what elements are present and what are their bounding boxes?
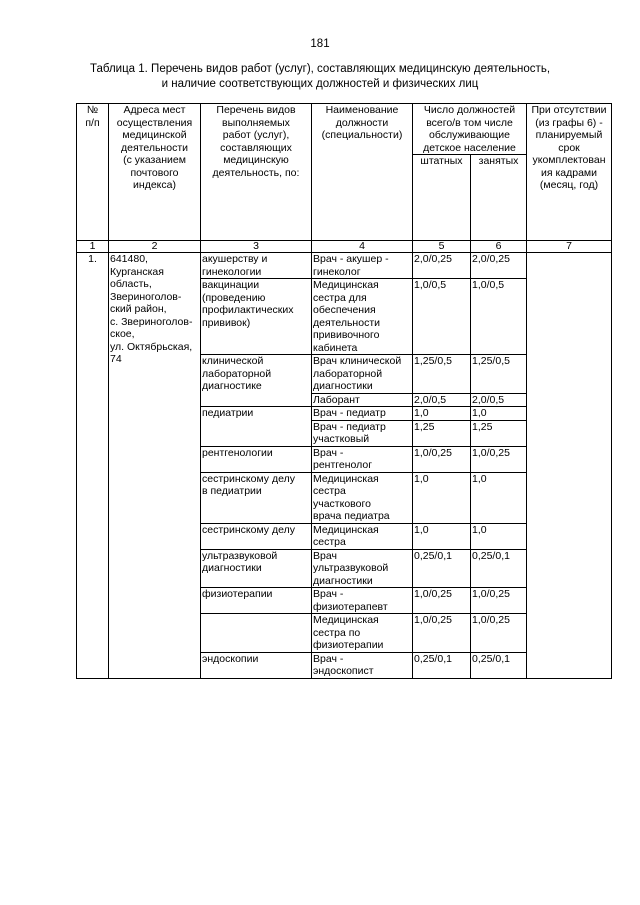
occupied-cell: 2,0/0,5 (471, 393, 527, 407)
work-cell: ультразвуковой диагностики (201, 549, 312, 588)
header-position: Наименование должности (специальности) (312, 104, 413, 241)
occupied-cell: 1,25/0,5 (471, 355, 527, 394)
position-cell: Врач - рентгенолог (312, 446, 413, 472)
header-staff: штатных (413, 155, 471, 241)
planned-date-cell (527, 253, 612, 679)
position-cell: Лаборант (312, 393, 413, 407)
header-address: Адреса мест осуществления медицинской деятельности (с указанием почтового индекса) (109, 104, 201, 241)
work-cell: сестринскому делу (201, 523, 312, 549)
position-cell: Врач - акушер - гинеколог (312, 253, 413, 279)
position-cell: Врач - педиатр участковый (312, 420, 413, 446)
position-cell: Медицинская сестра (312, 523, 413, 549)
table-row (77, 253, 612, 279)
page-number: 181 (310, 38, 330, 50)
work-cell: клинической лабораторной диагностике (201, 355, 312, 407)
occupied-cell: 2,0/0,25 (471, 253, 527, 279)
header-planned-date: При отсутствии (из графы 6) - планируемый срок укомплектован ия кадрами (месяц, год) (527, 104, 612, 241)
work-types-table (76, 103, 612, 679)
staff-cell: 0,25/0,1 (413, 652, 471, 678)
staff-cell: 1,0/0,25 (413, 446, 471, 472)
column-number: 3 (201, 241, 312, 253)
position-cell: Врач - педиатр (312, 407, 413, 421)
staff-cell: 1,25 (413, 420, 471, 446)
occupied-cell: 1,0/0,5 (471, 279, 527, 355)
column-number: 6 (471, 241, 527, 253)
column-number: 5 (413, 241, 471, 253)
column-numbers-row (77, 241, 612, 253)
position-cell: Медицинская сестра участкового врача педиатра (312, 472, 413, 523)
occupied-cell: 1,0 (471, 472, 527, 523)
position-cell: Медицинская сестра для обеспечения деятельности прививочного кабинета (312, 279, 413, 355)
occupied-cell: 1,0 (471, 407, 527, 421)
work-cell: физиотерапии (201, 588, 312, 614)
staff-cell: 1,0 (413, 407, 471, 421)
work-cell: сестринскому делу в педиатрии (201, 472, 312, 523)
position-cell: Врач клинической лабораторной диагностики (312, 355, 413, 394)
work-cell: вакцинации (проведению профилактических прививок) (201, 279, 312, 355)
work-cell: педиатрии (201, 407, 312, 447)
column-number: 4 (312, 241, 413, 253)
position-cell: Медицинская сестра по физиотерапии (312, 614, 413, 653)
column-number: 1 (77, 241, 109, 253)
column-number: 2 (109, 241, 201, 253)
position-cell: Врач ультразвуковой диагностики (312, 549, 413, 588)
work-cell: рентгенологии (201, 446, 312, 472)
staff-cell: 1,0/0,25 (413, 588, 471, 614)
occupied-cell: 1,0/0,25 (471, 446, 527, 472)
title-line-2: и наличие соответствующих должностей и физических лиц (161, 78, 479, 90)
staff-cell: 1,0/0,5 (413, 279, 471, 355)
staff-cell: 1,0 (413, 523, 471, 549)
work-cell: эндоскопии (201, 652, 312, 678)
staff-cell: 1,0/0,25 (413, 614, 471, 653)
work-cell (201, 614, 312, 653)
occupied-cell: 0,25/0,1 (471, 652, 527, 678)
occupied-cell: 1,0/0,25 (471, 588, 527, 614)
header-occupied: занятых (471, 155, 527, 241)
table-title (40, 62, 600, 92)
occupied-cell: 1,25 (471, 420, 527, 446)
row-number: 1. (77, 253, 109, 679)
work-cell: акушерству и гинекологии (201, 253, 312, 279)
address-cell: 641480, Курганская область, Звериноголов- ский район, с. Звериноголов- ское, ул. Октябрьская, 74 (109, 253, 201, 679)
column-number: 7 (527, 241, 612, 253)
occupied-cell: 1,0/0,25 (471, 614, 527, 653)
staff-cell: 0,25/0,1 (413, 549, 471, 588)
header-number: № п/п (77, 104, 109, 241)
position-cell: Врач - эндоскопист (312, 652, 413, 678)
staff-cell: 1,0 (413, 472, 471, 523)
staff-cell: 2,0/0,5 (413, 393, 471, 407)
title-line-1: Таблица 1. Перечень видов работ (услуг), составляющих медицинскую деятельность, (89, 63, 551, 75)
header-work-types: Перечень видов выполняемых работ (услуг), составляющих медицинскую деятельность, по: (201, 104, 312, 241)
staff-cell: 1,25/0,5 (413, 355, 471, 394)
occupied-cell: 0,25/0,1 (471, 549, 527, 588)
position-cell: Врач - физиотерапевт (312, 588, 413, 614)
occupied-cell: 1,0 (471, 523, 527, 549)
header-position-count: Число должностей всего/в том числе обслуживающие детское население (413, 104, 527, 155)
staff-cell: 2,0/0,25 (413, 253, 471, 279)
